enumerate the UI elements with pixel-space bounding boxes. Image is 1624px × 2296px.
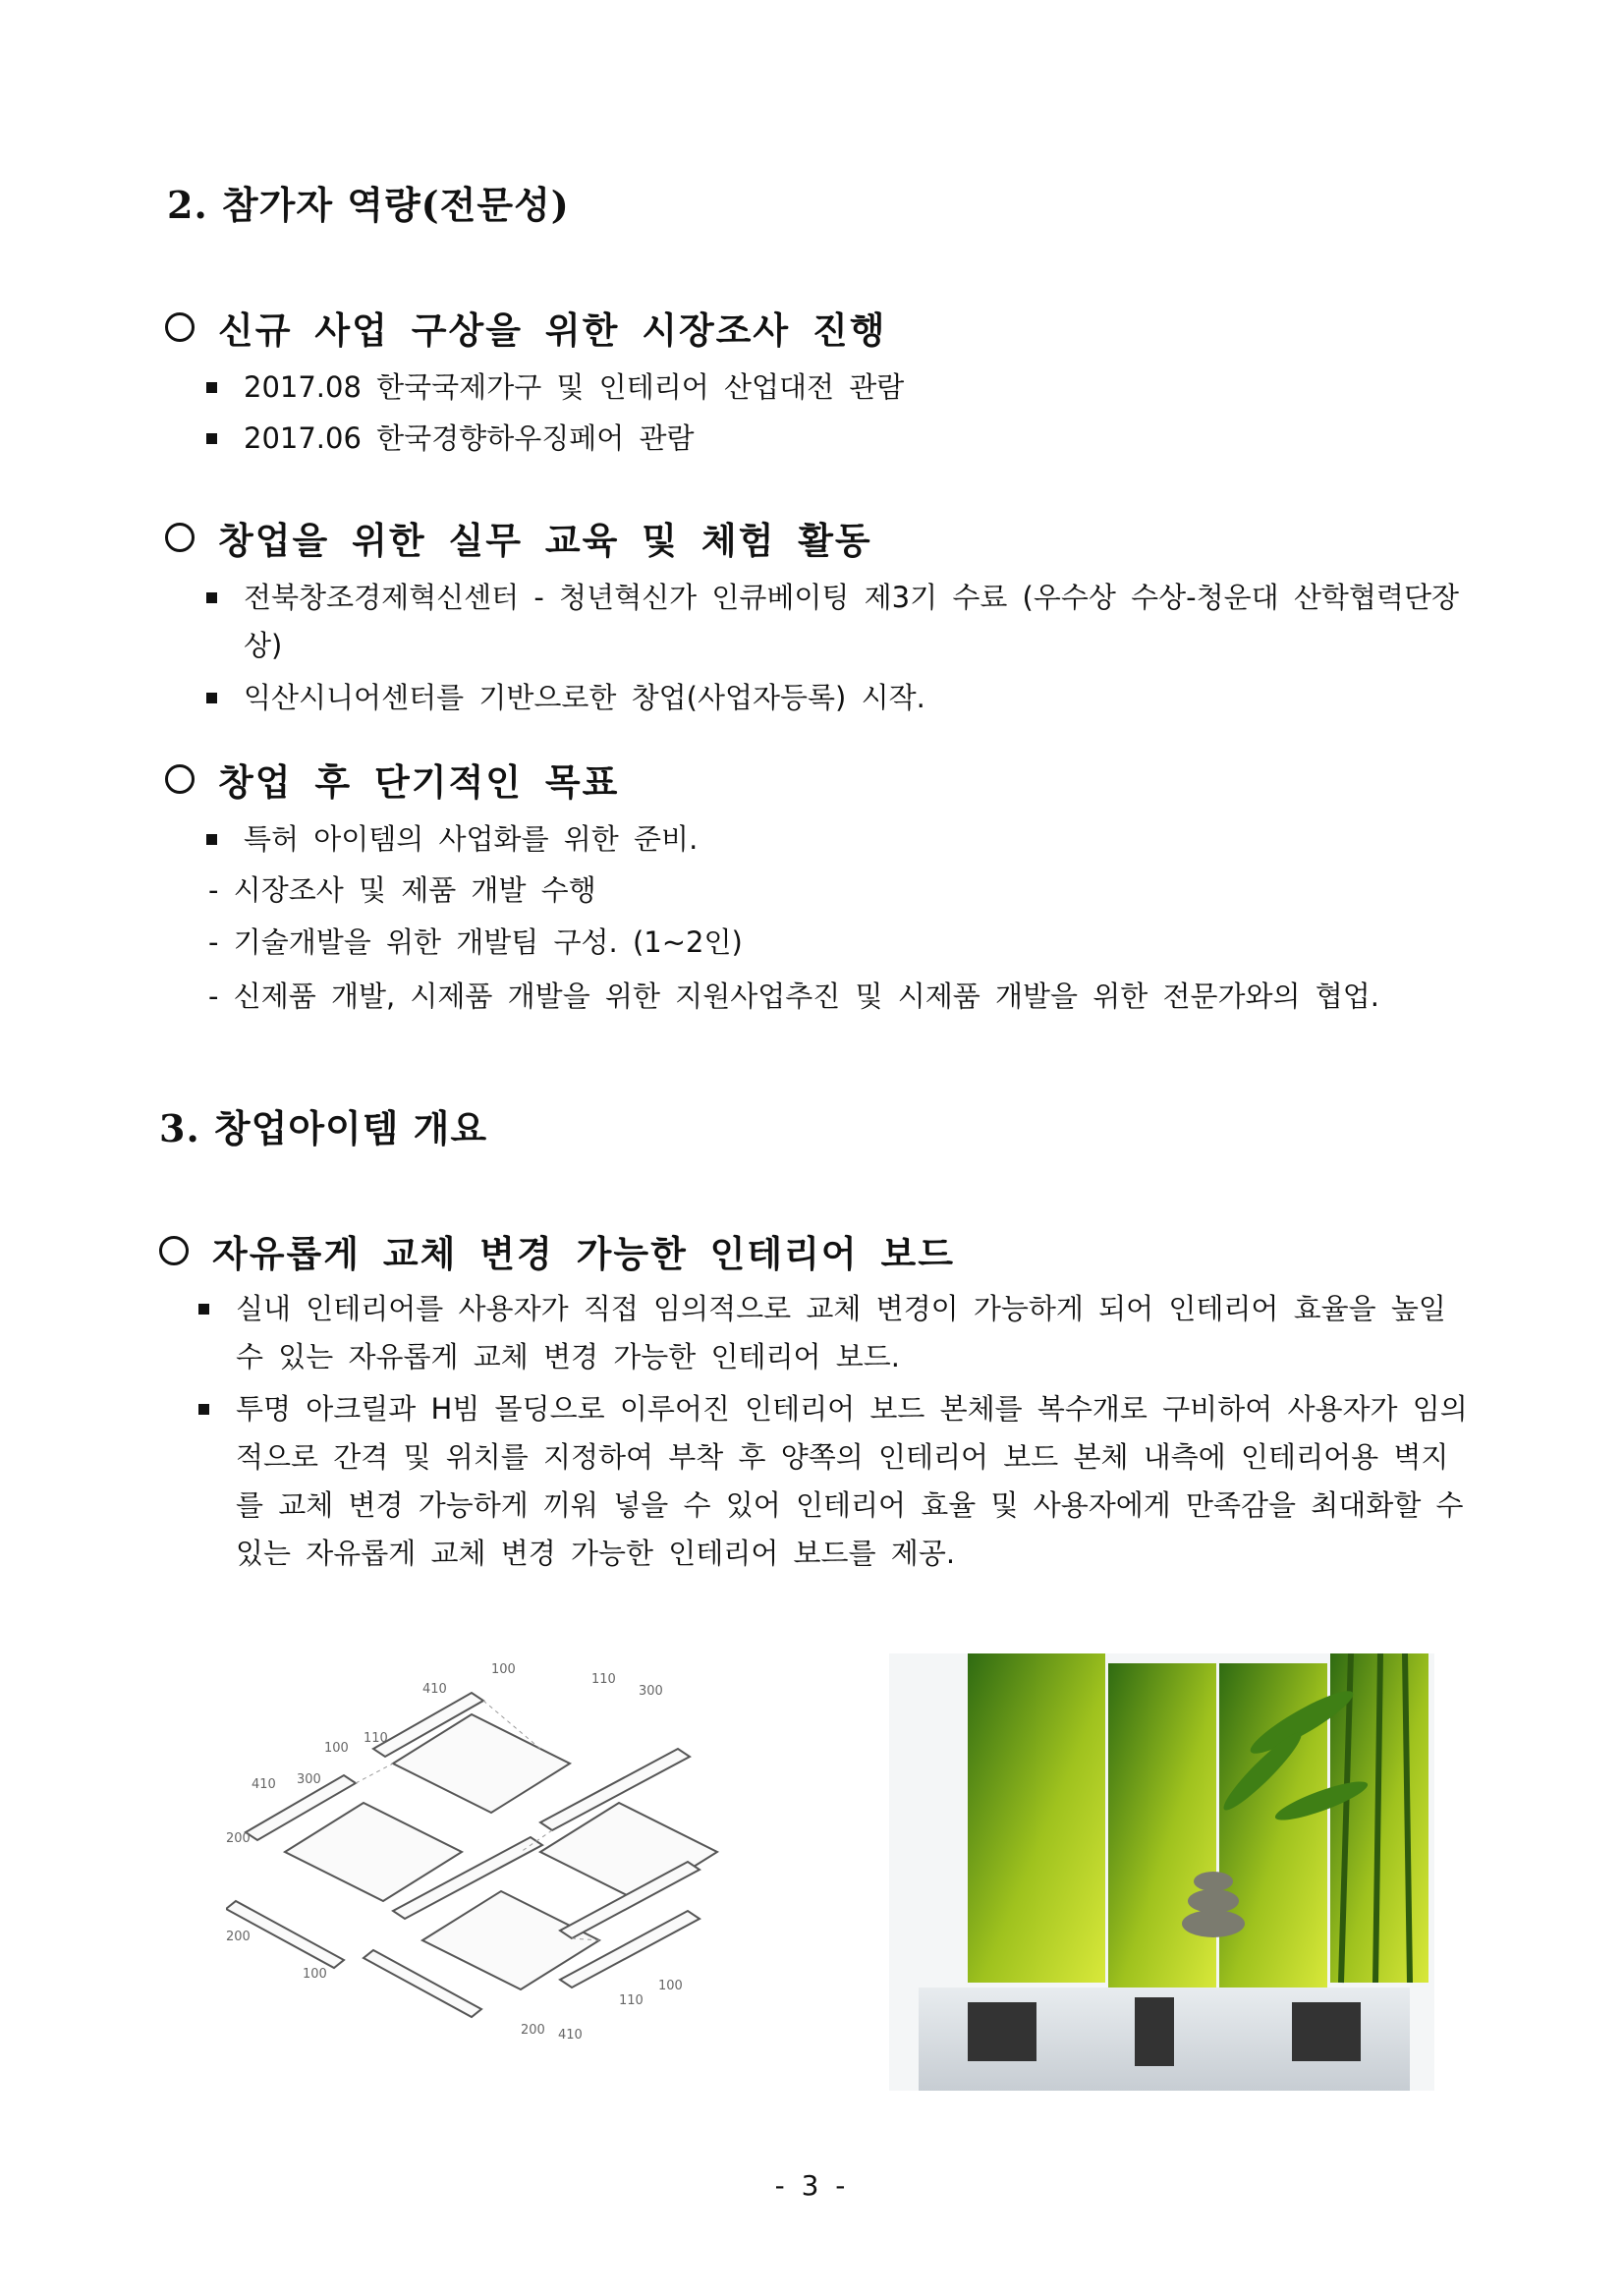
square-bullet-icon: [198, 1404, 209, 1415]
dash-item: - 신제품 개발, 시제품 개발을 위한 지원사업추진 및 시제품 개발을 위한 전문가와의 협업.: [208, 980, 1380, 1013]
dash-item: - 시장조사 및 제품 개발 수행: [208, 873, 596, 907]
list-item: 실내 인테리어를 사용자가 직접 임의적으로 교체 변경이 가능하게 되어 인테리어 효율을 높일 수 있는 자유롭게 교체 변경 가능한 인테리어 보드.: [198, 1285, 1476, 1381]
list-item: 익산시니어센터를 기반으로한 창업(사업자등록) 시작.: [206, 674, 1484, 722]
interior-board-photo: [889, 1653, 1434, 2091]
dash-item: - 기술개발을 위한 개발팀 구성. (1~2인): [208, 925, 743, 959]
section-2-sub3-title: 창업 후 단기적인 목표: [165, 753, 619, 806]
figure-label: 110: [591, 1672, 616, 1687]
circle-bullet-icon: [165, 312, 195, 342]
figure-label: 100: [658, 1979, 683, 1993]
square-bullet-icon: [206, 592, 217, 603]
square-bullet-icon: [206, 693, 217, 703]
figure-label: 100: [303, 1967, 327, 1982]
circle-bullet-icon: [165, 523, 195, 552]
figure-label: 200: [521, 2023, 545, 2038]
list-item: 전북창조경제혁신센터 - 청년혁신가 인큐베이팅 제3기 수료 (우수상 수상-청운대 산학협력단장상): [206, 574, 1484, 670]
figure-label: 300: [639, 1684, 663, 1699]
board-panel: [968, 1653, 1105, 1983]
figure-label: 110: [619, 1993, 644, 2008]
board-panel: [1108, 1663, 1216, 1992]
square-bullet-icon: [206, 834, 217, 845]
figure-label: 410: [422, 1682, 447, 1697]
list-item: 2017.08 한국국제가구 및 인테리어 산업대전 관람: [206, 364, 1484, 412]
section-3-sub1-title: 자유롭게 교체 변경 가능한 인테리어 보드: [159, 1224, 955, 1277]
section-2-sub1-title: 신규 사업 구상을 위한 시장조사 진행: [165, 301, 887, 354]
figure-label: 200: [226, 1831, 251, 1846]
figure-label: 410: [252, 1777, 276, 1792]
page-number: - 3 -: [774, 2169, 850, 2202]
circle-bullet-icon: [165, 764, 195, 794]
figure-label: 410: [558, 2028, 583, 2043]
figure-label: 110: [364, 1731, 388, 1746]
list-item: 2017.06 한국경향하우징페어 관람: [206, 415, 1484, 463]
list-item: 투명 아크릴과 H빔 몰딩으로 이루어진 인테리어 보드 본체를 복수개로 구비하여 사용자가 임의적으로 간격 및 위치를 지정하여 부착 후 양쪽의 인테리어 보드 본체 내측에 인테리어용 벽지를 교체 변경 가능하게 끼워 넣을 수 있어 인테리어 효율 및 사용자에게 만족감을 최대화할 수 있는 자유롭게 교체 변경 가능한 인테리어 보드를 제공.: [198, 1385, 1476, 1578]
section-2-title: 2. 참가자 역량(전문성): [167, 183, 570, 227]
square-bullet-icon: [206, 433, 217, 444]
square-bullet-icon: [206, 382, 217, 393]
list-item: 특허 아이템의 사업화를 위한 준비.: [206, 815, 1484, 864]
figure-label: 300: [297, 1772, 321, 1787]
panel-shape: [285, 1803, 462, 1901]
section-2-sub2-title: 창업을 위한 실무 교육 및 체험 활동: [165, 511, 872, 564]
figure-label: 100: [324, 1741, 349, 1756]
section-3-title: 3. 창업아이템 개요: [159, 1106, 488, 1150]
figure-label: 100: [491, 1662, 516, 1677]
board-exploded-drawing: [226, 1655, 855, 2068]
figure-label: 200: [226, 1930, 251, 1944]
circle-bullet-icon: [159, 1236, 189, 1265]
square-bullet-icon: [198, 1304, 209, 1315]
